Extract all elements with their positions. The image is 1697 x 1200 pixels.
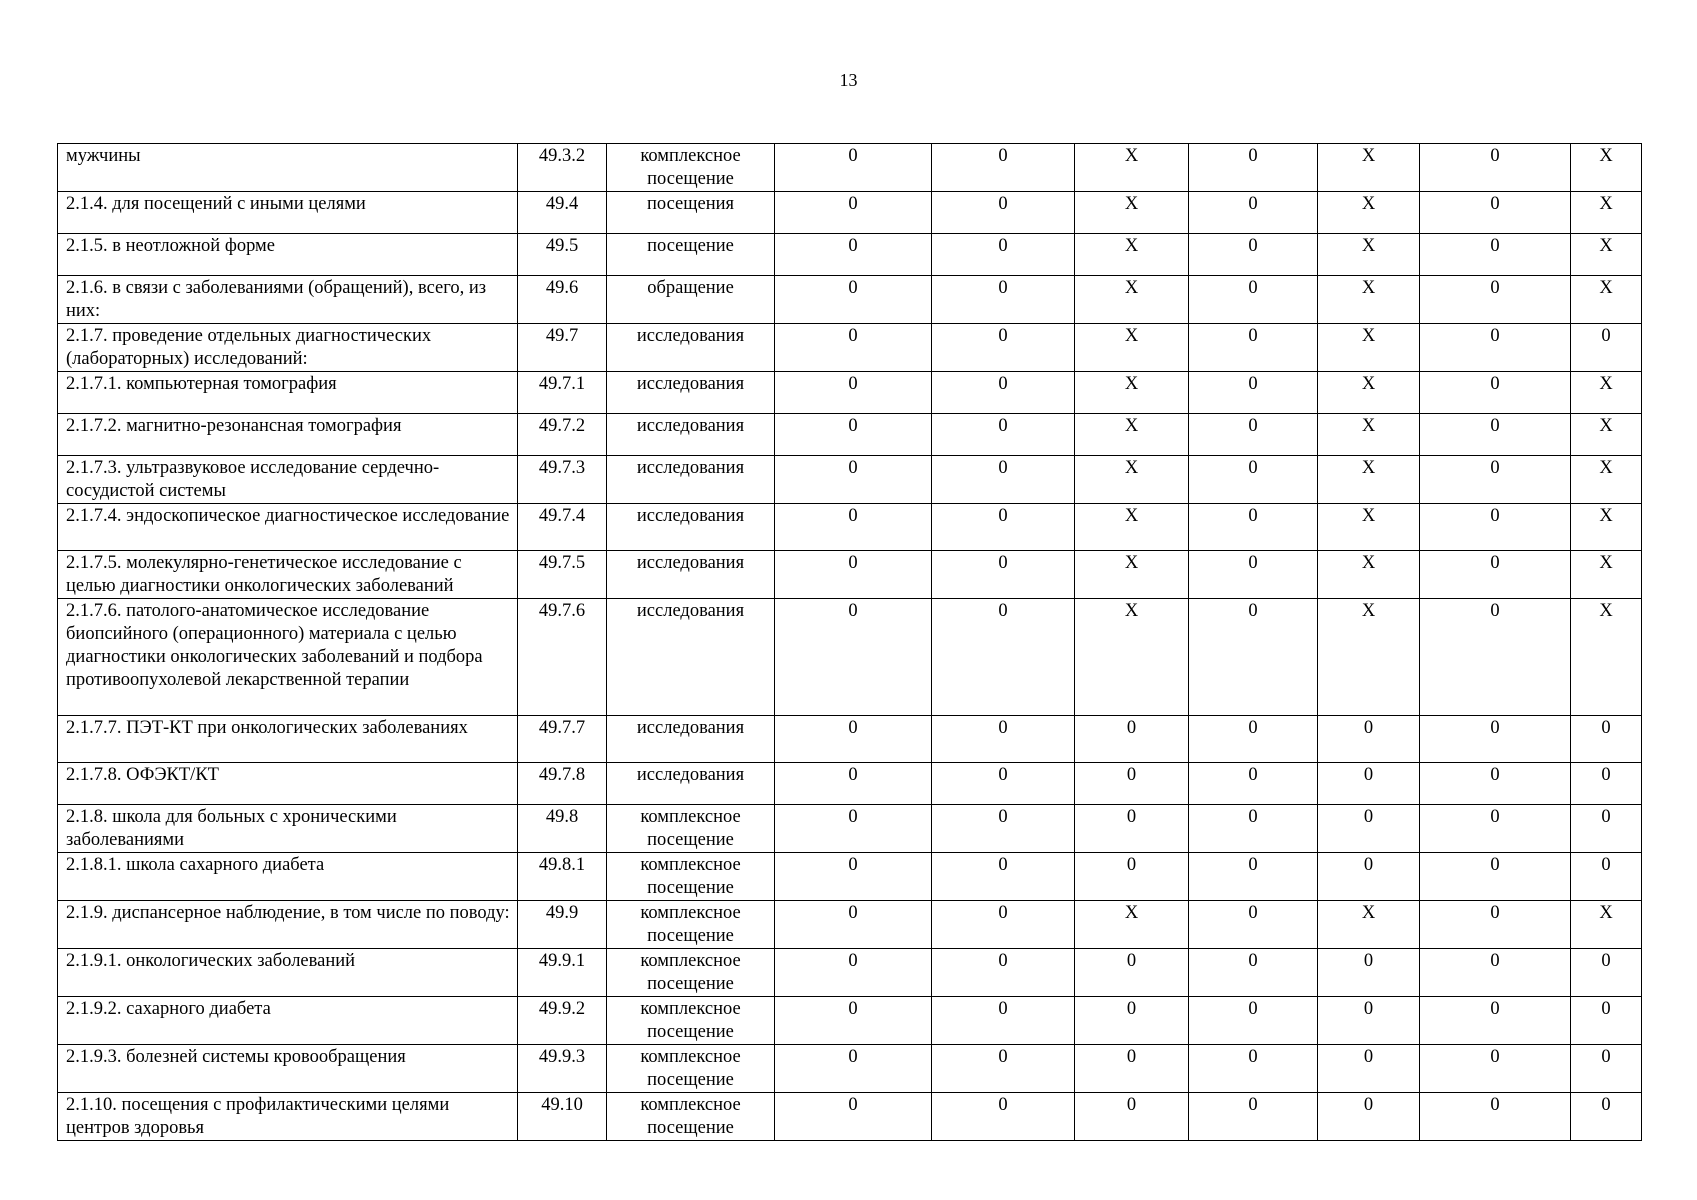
value-cell: 0: [1420, 805, 1571, 853]
value-cell: X: [1318, 414, 1420, 456]
value-cell: 0: [775, 504, 932, 551]
unit-cell: комплексное посещение: [607, 901, 775, 949]
table-row: [58, 853, 1642, 901]
value-cell: X: [1075, 901, 1189, 949]
value-cell: 0: [775, 997, 932, 1045]
row-code-cell: 49.9: [518, 901, 607, 949]
value-cell: X: [1571, 504, 1642, 551]
value-cell: 0: [1420, 234, 1571, 276]
row-code-cell: 49.6: [518, 276, 607, 324]
value-cell: X: [1571, 599, 1642, 716]
value-cell: 0: [1420, 599, 1571, 716]
value-cell: 0: [775, 1093, 932, 1141]
value-cell: 0: [932, 192, 1075, 234]
row-code-cell: 49.8.1: [518, 853, 607, 901]
value-cell: 0: [775, 414, 932, 456]
value-cell: 0: [1420, 456, 1571, 504]
value-cell: 0: [1420, 414, 1571, 456]
value-cell: X: [1075, 414, 1189, 456]
row-code-cell: 49.7.7: [518, 716, 607, 763]
value-cell: 0: [932, 504, 1075, 551]
indicator-name-cell: 2.1.7.7. ПЭТ-КТ при онкологических заболеваниях: [58, 716, 518, 763]
value-cell: 0: [1189, 599, 1318, 716]
value-cell: 0: [1571, 949, 1642, 997]
value-cell: 0: [1189, 456, 1318, 504]
table-row: [58, 192, 1642, 234]
value-cell: 0: [1189, 192, 1318, 234]
value-cell: 0: [932, 1045, 1075, 1093]
unit-cell: исследования: [607, 504, 775, 551]
value-cell: 0: [1189, 763, 1318, 805]
value-cell: X: [1318, 192, 1420, 234]
value-cell: 0: [1189, 324, 1318, 372]
value-cell: 0: [1420, 276, 1571, 324]
value-cell: 0: [1318, 716, 1420, 763]
value-cell: 0: [1075, 949, 1189, 997]
table-row: [58, 324, 1642, 372]
value-cell: X: [1075, 551, 1189, 599]
value-cell: 0: [1075, 1045, 1189, 1093]
unit-cell: исследования: [607, 763, 775, 805]
indicator-name-cell: 2.1.7.4. эндоскопическое диагностическое исследование: [58, 504, 518, 551]
value-cell: 0: [1571, 716, 1642, 763]
indicator-name-cell: 2.1.8.1. школа сахарного диабета: [58, 853, 518, 901]
unit-cell: комплексное посещение: [607, 1045, 775, 1093]
row-code-cell: 49.3.2: [518, 144, 607, 192]
table-row: [58, 234, 1642, 276]
value-cell: X: [1571, 372, 1642, 414]
table-row: [58, 551, 1642, 599]
value-cell: 0: [1420, 763, 1571, 805]
table-row: [58, 372, 1642, 414]
value-cell: 0: [1420, 504, 1571, 551]
unit-cell: исследования: [607, 456, 775, 504]
value-cell: X: [1075, 144, 1189, 192]
value-cell: 0: [932, 324, 1075, 372]
value-cell: 0: [1075, 1093, 1189, 1141]
value-cell: X: [1571, 276, 1642, 324]
indicator-name-cell: 2.1.9. диспансерное наблюдение, в том числе по поводу:: [58, 901, 518, 949]
value-cell: 0: [1189, 853, 1318, 901]
value-cell: 0: [1318, 1093, 1420, 1141]
unit-cell: посещение: [607, 234, 775, 276]
indicator-name-cell: 2.1.7.3. ультразвуковое исследование сердечно-сосудистой системы: [58, 456, 518, 504]
indicator-name-cell: 2.1.7.6. патолого-анатомическое исследование биопсийного (операционного) материала с целью диагностики онкологических заболеваний и подбора противоопухолевой лекарственной терапии: [58, 599, 518, 716]
indicator-name-cell: 2.1.7.1. компьютерная томография: [58, 372, 518, 414]
unit-cell: обращение: [607, 276, 775, 324]
row-code-cell: 49.9.3: [518, 1045, 607, 1093]
indicator-name-cell: 2.1.9.1. онкологических заболеваний: [58, 949, 518, 997]
value-cell: 0: [775, 324, 932, 372]
value-cell: 0: [775, 456, 932, 504]
value-cell: 0: [775, 716, 932, 763]
value-cell: 0: [1189, 234, 1318, 276]
value-cell: X: [1075, 276, 1189, 324]
row-code-cell: 49.5: [518, 234, 607, 276]
indicator-name-cell: 2.1.4. для посещений с иными целями: [58, 192, 518, 234]
row-code-cell: 49.4: [518, 192, 607, 234]
value-cell: 0: [932, 599, 1075, 716]
unit-cell: исследования: [607, 372, 775, 414]
value-cell: 0: [1571, 853, 1642, 901]
unit-cell: комплексное посещение: [607, 805, 775, 853]
value-cell: 0: [932, 763, 1075, 805]
value-cell: 0: [775, 763, 932, 805]
value-cell: 0: [1420, 551, 1571, 599]
indicator-name-cell: 2.1.9.2. сахарного диабета: [58, 997, 518, 1045]
value-cell: 0: [1318, 1045, 1420, 1093]
table-row: [58, 1045, 1642, 1093]
value-cell: X: [1571, 192, 1642, 234]
value-cell: 0: [1318, 763, 1420, 805]
table-row: [58, 901, 1642, 949]
value-cell: X: [1075, 456, 1189, 504]
value-cell: 0: [775, 192, 932, 234]
value-cell: 0: [1318, 805, 1420, 853]
value-cell: X: [1318, 144, 1420, 192]
value-cell: 0: [1189, 144, 1318, 192]
indicator-name-cell: мужчины: [58, 144, 518, 192]
value-cell: X: [1075, 372, 1189, 414]
unit-cell: комплексное посещение: [607, 853, 775, 901]
value-cell: 0: [1420, 192, 1571, 234]
value-cell: X: [1571, 901, 1642, 949]
unit-cell: исследования: [607, 599, 775, 716]
value-cell: 0: [932, 372, 1075, 414]
value-cell: 0: [1571, 1045, 1642, 1093]
value-cell: X: [1075, 504, 1189, 551]
value-cell: 0: [775, 1045, 932, 1093]
value-cell: 0: [775, 372, 932, 414]
value-cell: X: [1318, 234, 1420, 276]
row-code-cell: 49.7.2: [518, 414, 607, 456]
table-row: [58, 997, 1642, 1045]
value-cell: 0: [775, 599, 932, 716]
value-cell: 0: [1420, 1045, 1571, 1093]
value-cell: X: [1075, 234, 1189, 276]
table-body: [58, 144, 1642, 1141]
value-cell: 0: [1189, 949, 1318, 997]
value-cell: 0: [932, 456, 1075, 504]
table-row: [58, 763, 1642, 805]
value-cell: 0: [932, 997, 1075, 1045]
value-cell: 0: [775, 805, 932, 853]
value-cell: X: [1075, 324, 1189, 372]
table-row: [58, 716, 1642, 763]
value-cell: 0: [1571, 997, 1642, 1045]
value-cell: X: [1571, 234, 1642, 276]
value-cell: 0: [1189, 372, 1318, 414]
value-cell: 0: [932, 716, 1075, 763]
value-cell: 0: [932, 1093, 1075, 1141]
value-cell: 0: [1189, 805, 1318, 853]
value-cell: 0: [1075, 853, 1189, 901]
value-cell: X: [1571, 414, 1642, 456]
value-cell: 0: [775, 901, 932, 949]
table-row: [58, 456, 1642, 504]
value-cell: 0: [1571, 763, 1642, 805]
page-number: 13: [839, 70, 858, 90]
value-cell: 0: [1075, 763, 1189, 805]
unit-cell: исследования: [607, 414, 775, 456]
value-cell: 0: [1189, 1093, 1318, 1141]
value-cell: X: [1318, 456, 1420, 504]
value-cell: 0: [1420, 324, 1571, 372]
indicator-name-cell: 2.1.7.5. молекулярно-генетическое исследование с целью диагностики онкологических заболеваний: [58, 551, 518, 599]
table-row: [58, 144, 1642, 192]
value-cell: 0: [775, 276, 932, 324]
table-row: [58, 276, 1642, 324]
value-cell: 0: [1420, 853, 1571, 901]
data-table: [57, 143, 1642, 1141]
value-cell: X: [1318, 372, 1420, 414]
value-cell: X: [1318, 324, 1420, 372]
row-code-cell: 49.7.3: [518, 456, 607, 504]
unit-cell: исследования: [607, 551, 775, 599]
table-row: [58, 414, 1642, 456]
value-cell: 0: [1571, 805, 1642, 853]
value-cell: 0: [1420, 997, 1571, 1045]
value-cell: 0: [932, 853, 1075, 901]
indicator-name-cell: 2.1.7.8. ОФЭКТ/КТ: [58, 763, 518, 805]
value-cell: 0: [1189, 551, 1318, 599]
value-cell: 0: [1571, 1093, 1642, 1141]
value-cell: X: [1075, 599, 1189, 716]
value-cell: 0: [1420, 144, 1571, 192]
value-cell: 0: [932, 949, 1075, 997]
unit-cell: исследования: [607, 716, 775, 763]
row-code-cell: 49.10: [518, 1093, 607, 1141]
row-code-cell: 49.7.4: [518, 504, 607, 551]
indicator-name-cell: 2.1.7. проведение отдельных диагностических (лабораторных) исследований:: [58, 324, 518, 372]
indicator-name-cell: 2.1.8. школа для больных с хроническими заболеваниями: [58, 805, 518, 853]
value-cell: 0: [1420, 1093, 1571, 1141]
row-code-cell: 49.8: [518, 805, 607, 853]
indicator-name-cell: 2.1.5. в неотложной форме: [58, 234, 518, 276]
value-cell: 0: [1571, 324, 1642, 372]
value-cell: 0: [932, 551, 1075, 599]
value-cell: 0: [1420, 949, 1571, 997]
indicator-name-cell: 2.1.10. посещения с профилактическими целями центров здоровья: [58, 1093, 518, 1141]
value-cell: 0: [1075, 805, 1189, 853]
unit-cell: комплексное посещение: [607, 1093, 775, 1141]
row-code-cell: 49.9.2: [518, 997, 607, 1045]
table-row: [58, 1093, 1642, 1141]
value-cell: X: [1318, 551, 1420, 599]
value-cell: 0: [932, 234, 1075, 276]
table-row: [58, 805, 1642, 853]
table-row: [58, 599, 1642, 716]
table-row: [58, 949, 1642, 997]
indicator-name-cell: 2.1.7.2. магнитно-резонансная томография: [58, 414, 518, 456]
row-code-cell: 49.7.8: [518, 763, 607, 805]
value-cell: 0: [1420, 901, 1571, 949]
table-row: [58, 504, 1642, 551]
value-cell: 0: [1189, 504, 1318, 551]
row-code-cell: 49.7.5: [518, 551, 607, 599]
value-cell: X: [1571, 551, 1642, 599]
unit-cell: комплексное посещение: [607, 144, 775, 192]
value-cell: 0: [775, 234, 932, 276]
value-cell: 0: [1189, 716, 1318, 763]
value-cell: 0: [775, 551, 932, 599]
value-cell: X: [1571, 144, 1642, 192]
value-cell: 0: [1189, 901, 1318, 949]
value-cell: 0: [932, 144, 1075, 192]
value-cell: 0: [1420, 716, 1571, 763]
row-code-cell: 49.7.6: [518, 599, 607, 716]
value-cell: X: [1318, 599, 1420, 716]
value-cell: X: [1318, 276, 1420, 324]
value-cell: 0: [775, 949, 932, 997]
value-cell: 0: [1075, 997, 1189, 1045]
indicator-name-cell: 2.1.9.3. болезней системы кровообращения: [58, 1045, 518, 1093]
value-cell: 0: [932, 414, 1075, 456]
value-cell: X: [1318, 504, 1420, 551]
value-cell: 0: [1318, 949, 1420, 997]
value-cell: 0: [1318, 997, 1420, 1045]
row-code-cell: 49.7: [518, 324, 607, 372]
value-cell: X: [1318, 901, 1420, 949]
row-code-cell: 49.7.1: [518, 372, 607, 414]
value-cell: 0: [1075, 716, 1189, 763]
value-cell: 0: [1420, 372, 1571, 414]
indicator-name-cell: 2.1.6. в связи с заболеваниями (обращений), всего, из них:: [58, 276, 518, 324]
value-cell: 0: [1189, 997, 1318, 1045]
value-cell: 0: [1318, 853, 1420, 901]
value-cell: 0: [1189, 414, 1318, 456]
value-cell: 0: [775, 853, 932, 901]
value-cell: X: [1571, 456, 1642, 504]
row-code-cell: 49.9.1: [518, 949, 607, 997]
value-cell: 0: [932, 276, 1075, 324]
value-cell: 0: [775, 144, 932, 192]
value-cell: 0: [1189, 1045, 1318, 1093]
value-cell: X: [1075, 192, 1189, 234]
unit-cell: комплексное посещение: [607, 997, 775, 1045]
value-cell: 0: [932, 805, 1075, 853]
value-cell: 0: [1189, 276, 1318, 324]
unit-cell: комплексное посещение: [607, 949, 775, 997]
unit-cell: исследования: [607, 324, 775, 372]
value-cell: 0: [932, 901, 1075, 949]
unit-cell: посещения: [607, 192, 775, 234]
